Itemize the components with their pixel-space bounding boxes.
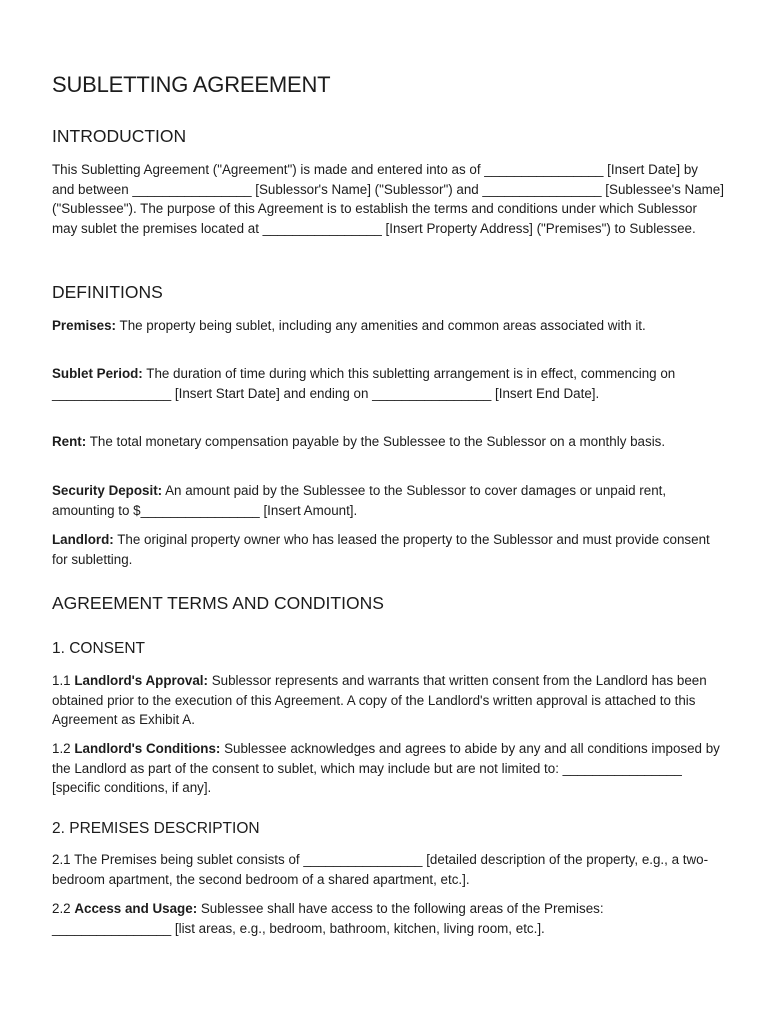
definition-text: The property being sublet, including any amenities and common areas associated with it. xyxy=(116,318,646,333)
definition-text: The duration of time during which this subletting arrangement is in effect, commencing on ________________ [Insert Start Date] and ending on ________________ [Insert End Date]. xyxy=(52,366,676,401)
definition-landlord xyxy=(52,530,724,569)
clause-number: 1.1 xyxy=(52,673,75,688)
clause-term: Landlord's Conditions: xyxy=(74,741,221,756)
definition-term: Landlord: xyxy=(52,532,114,547)
introduction-paragraph: This Subletting Agreement ("Agreement") is made and entered into as of ________________ [Insert Date] by and between ________________ [Sublessor's Name] ("Sublessor") and ________________ [Sublessee's Name] ("Sublessee"). The purpose of this Agreement is to establish the terms and conditions under which Sublessor may sublet the premises located at ________________ [Insert Property Address] ("Premises") to Sublessee. xyxy=(52,162,724,236)
definitions-heading: DEFINITIONS xyxy=(52,282,163,302)
definition-term: Sublet Period: xyxy=(52,366,143,381)
definition-term: Rent: xyxy=(52,434,87,449)
clause-number: 1.2 xyxy=(52,741,75,756)
definition-rent xyxy=(52,432,724,452)
clause-2-1 xyxy=(52,850,724,889)
clause-term: Access and Usage: xyxy=(74,901,198,916)
clause-1-2 xyxy=(52,739,724,798)
document-title: SUBLETTING AGREEMENT xyxy=(52,72,331,97)
definition-text: The total monetary compensation payable by the Sublessee to the Sublessor on a monthly basis. xyxy=(86,434,666,449)
clause-number: 2.2 xyxy=(52,901,75,916)
definition-security-deposit xyxy=(52,481,724,520)
premises-heading: 2. PREMISES DESCRIPTION xyxy=(52,820,260,837)
clause-term: Landlord's Approval: xyxy=(74,673,208,688)
definition-term: Security Deposit: xyxy=(52,483,163,498)
definition-sublet-period xyxy=(52,364,724,403)
clause-text: Sublessor represents and warrants that written consent from the Landlord has been obtained prior to the execution of this Agreement. A copy of the Landlord's written approval is attached to this Agreement as Exhibit A. xyxy=(52,673,707,728)
definition-term: Premises: xyxy=(52,318,117,333)
consent-heading: 1. CONSENT xyxy=(52,640,146,657)
clause-text: 2.1 The Premises being sublet consists of ________________ [detailed description of the property, e.g., a two-bedroom apartment, the second bedroom of a shared apartment, etc.]. xyxy=(52,852,709,887)
introduction-heading: INTRODUCTION xyxy=(52,126,187,146)
clause-text: Sublessee acknowledges and agrees to abide by any and all conditions imposed by the Landlord as part of the consent to sublet, which may include but are not limited to: ________________ [specific conditions, if any]. xyxy=(52,741,720,796)
definition-text: The original property owner who has leased the property to the Sublessor and must provide consent for subletting. xyxy=(52,532,710,567)
clause-text: Sublessee shall have access to the following areas of the Premises: ________________ [list areas, e.g., bedroom, bathroom, kitchen, living room, etc.]. xyxy=(52,901,604,936)
definition-premises xyxy=(52,316,724,336)
clause-1-1 xyxy=(52,671,724,730)
terms-heading: AGREEMENT TERMS AND CONDITIONS xyxy=(52,593,384,613)
clause-2-2 xyxy=(52,899,724,938)
definition-text: An amount paid by the Sublessee to the Sublessor to cover damages or unpaid rent, amounting to $________________ [Insert Amount]. xyxy=(52,483,667,518)
